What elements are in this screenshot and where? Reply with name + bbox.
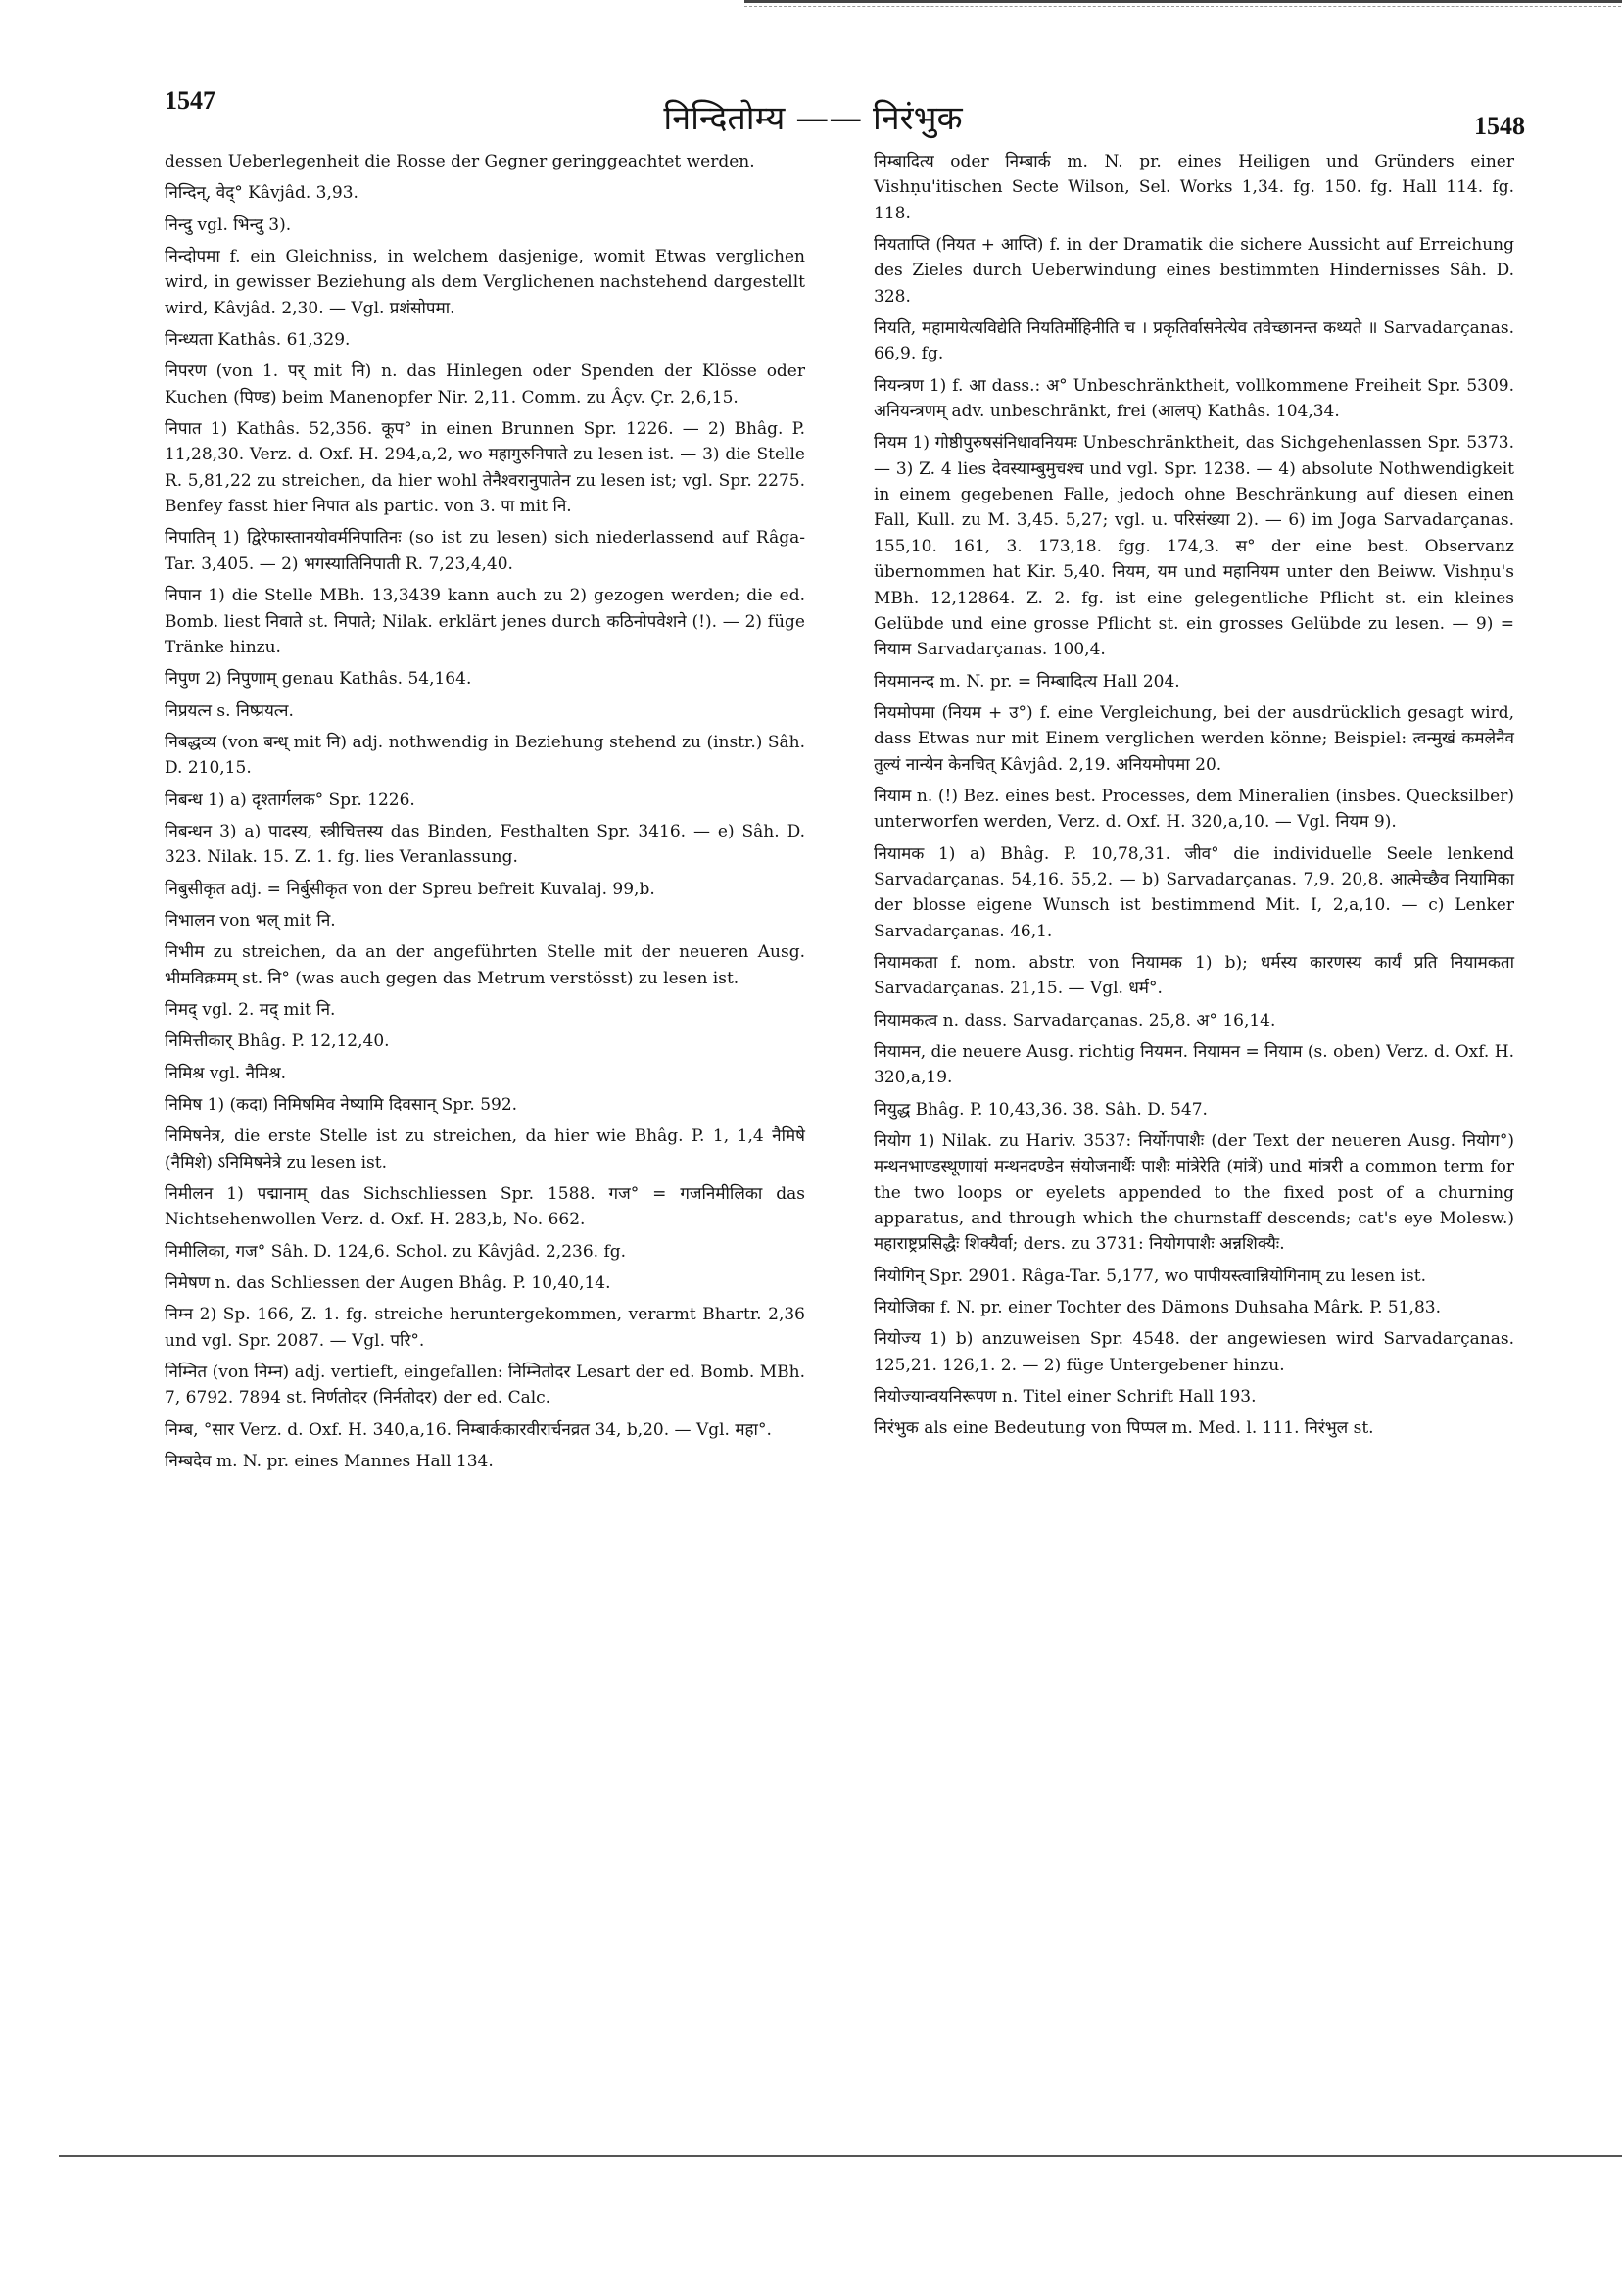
dictionary-entry: निम्बादित्य oder निम्बार्क m. N. pr. eines Heiligen und Gründers einer Vishṇu'itischen Secte Wilson, Sel. Works 1,34. fg. 150. fg. Hall 114. fg. 118. <box>874 152 1514 223</box>
dictionary-entry: नियम 1) गोष्ठीपुरुषसंनिधावनियमः Unbeschränktheit, das Sichgehenlassen Spr. 5373. — 3) Z. 4 lies देवस्याम्बुमुचश्च und vgl. Spr. 1238. — 4) absolute Nothwendigkeit in einem gegebenen Falle, jedoch ohne Beschränkung auf diesen einen Fall, Kull. zu M. 3,45. 5,27; vgl. u. परिसंख्या 2). — 6) im Joga Sarvadarçanas. 155,10. 161, 3. 173,18. fgg. 174,3. स° der eine best. Observanz übernommen hat Kir. 5,40. नियम, यम und महानियम unter den Beiww. Vishṇu's MBh. 12,12864. Z. 2. fg. ist eine gelegentliche Pflicht st. ein kleines Gelübde und eine grosse Pflicht st. ein grosses Gelübde zu lesen. — 9) = नियाम Sarvadarçanas. 100,4. <box>874 433 1514 660</box>
dictionary-entry: निमिषनेत्र, die erste Stelle ist zu streichen, da hier wie Bhâg. P. 1, 1,4 नैमिषे (नैमिशे) ऽनिमिषनेत्रे zu lesen ist. <box>165 1126 805 1172</box>
left-column <box>165 149 805 1480</box>
dictionary-entry: नियति, महामायेत्यविद्येति नियतिर्मोहिनीति च । प्रकृतिर्वासनेत्येव तवेच्छानन्त कथ्यते ॥ Sarvadarçanas. 66,9. fg. <box>874 318 1514 364</box>
page-header <box>0 0 1622 147</box>
page-number-right: 1548 <box>1474 112 1525 140</box>
dictionary-entry: नियामक 1) a) Bhâg. P. 10,78,31. जीव° die individuelle Seele lenkend Sarvadarçanas. 54,16. 55,2. — b) Sarvadarçanas. 7,9. 20,8. आत्मेच्छैव नियामिका der blosse eigene Wunsch ist bestimmend Mit. I, 2,a,10. — c) Lenker Sarvadarçanas. 46,1. <box>874 843 1514 941</box>
dictionary-entry: नियामन, die neuere Ausg. richtig नियमन. नियामन = नियाम (s. oben) Verz. d. Oxf. H. 320,a,19. <box>874 1042 1514 1088</box>
dictionary-entry: नियोज्यान्वयनिरूपण n. Titel einer Schrift Hall 193. <box>874 1387 1257 1408</box>
dictionary-entry: निम्बदेव m. N. pr. eines Mannes Hall 134. <box>165 1452 494 1472</box>
dictionary-entry: निपात 1) Kathâs. 52,356. कूप° in einen Brunnen Spr. 1226. — 2) Bhâg. P. 11,28,30. Verz. d. Oxf. H. 294,a,2, wo महागुरुनिपाते zu lesen ist. — 3) die Stelle R. 5,81,22 zu streichen, da hier wohl तेनैश्वरानुपातेन zu lesen ist; vgl. Spr. 2275. Benfey fasst hier निपात als partic. von 3. पा mit नि. <box>165 419 805 517</box>
dictionary-entry: निबद्धव्य (von बन्ध् mit नि) adj. nothwendig in Beziehung stehend zu (instr.) Sâh. D. 210,15. <box>165 732 805 779</box>
dictionary-entry: नियताप्ति (नियत + आप्ति) f. in der Dramatik die sichere Aussicht auf Erreichung des Zieles durch Ueberwindung eines bestimmten Hindernisses Sâh. D. 328. <box>874 235 1514 307</box>
dictionary-entry: निपरण (von 1. पर् mit नि) n. das Hinlegen oder Spenden der Klösse oder Kuchen (पिण्ड) beim Manenopfer Nir. 2,11. Comm. zu Âçv. Çr. 2,6,15. <box>165 361 805 407</box>
dictionary-entry: निन्दिन्, वेद्° Kâvjâd. 3,93. <box>165 183 358 204</box>
dictionary-entry: निमेषण n. das Schliessen der Augen Bhâg. P. 10,40,14. <box>165 1273 611 1294</box>
dictionary-entry: नियोज्य 1) b) anzuweisen Spr. 4548. der angewiesen wird Sarvadarçanas. 125,21. 126,1. 2. — 2) füge Untergebener hinzu. <box>874 1329 1514 1375</box>
dictionary-entry: निपान 1) die Stelle MBh. 13,3439 kann auch zu 2) gezogen werden; die ed. Bomb. liest निवाते st. निपाते; Nilak. erklärt jenes durch कठिनोपवेशने (!). — 2) füge Tränke hinzu. <box>165 586 805 657</box>
dictionary-entry: निपुण 2) निपुणाम् genau Kathâs. 54,164. <box>165 669 472 690</box>
dictionary-entry: निरंभुक als eine Bedeutung von पिप्पल m. Med. l. 111. निरंभुल st. <box>874 1418 1374 1439</box>
dictionary-entry: नियामकत्व n. dass. Sarvadarçanas. 25,8. अ° 16,14. <box>874 1010 1276 1030</box>
dictionary-entry: नियोगिन् Spr. 2901. Râga-Tar. 5,177, wo पापीयस्त्वान्नियोगिनाम् zu lesen ist. <box>874 1266 1426 1286</box>
dictionary-entry: निन्दु vgl. भिन्दु 3). <box>165 215 292 235</box>
dictionary-entry: नियामकता f. nom. abstr. von नियामक 1) b); धर्मस्य कारणस्य कार्यं प्रति नियामकता Sarvadarçanas. 21,15. — Vgl. धर्म°. <box>874 952 1514 999</box>
dictionary-entry: निमित्तीकार् Bhâg. P. 12,12,40. <box>165 1031 390 1052</box>
dictionary-entry: निम्नित (von निम्न) adj. vertieft, eingefallen: निम्नितोदर Lesart der ed. Bomb. MBh. 7, 6792. 7894 st. निर्णतोदर (निर्नतोदर) der ed. Calc. <box>165 1363 805 1409</box>
dictionary-entry: निभालन von भल् mit नि. <box>165 910 336 931</box>
dictionary-entry: निम्ब, °सार Verz. d. Oxf. H. 340,a,16. निम्बार्ककारवीरार्चनव्रत 34, b,20. — Vgl. महा°. <box>165 1419 772 1440</box>
right-column <box>874 149 1514 1448</box>
dictionary-entry: dessen Ueberlegenheit die Rosse der Gegner geringgeachtet werden. <box>165 152 755 171</box>
dictionary-entry: नियोग 1) Nilak. zu Hariv. 3537: निर्योगपाशैः (der Text der neueren Ausg. नियोग°) मन्थनभाण्डस्थूणायां मन्थनदण्डेन संयोजनार्थैः पाशैः मांत्रेरेति (मांत्रें) und मांत्ररी a common term for the two loops or eyelets appended to the fixed post of a churning apparatus, and through which the churnstaff descends; cat's eye Molesw.) महाराष्ट्रप्रसिद्धैः शिक्यैर्वा; ders. zu 3731: नियोगपाशैः अन्नशिक्यैः. <box>874 1131 1514 1255</box>
dictionary-entry: नियाम n. (!) Bez. eines best. Processes, dem Mineralien (insbes. Quecksilber) unterworfen werden, Verz. d. Oxf. H. 320,a,10. — Vgl. नियम 9). <box>874 786 1514 833</box>
dictionary-entry: निमिष 1) (कदा) निमिषमिव नेष्यामि दिवसान् Spr. 592. <box>165 1095 518 1115</box>
dictionary-entry: नियोजिका f. N. pr. einer Tochter des Dämons Duḥsaha Mârk. P. 51,83. <box>874 1298 1441 1318</box>
dictionary-entry: नियुद्ध Bhâg. P. 10,43,36. 38. Sâh. D. 547. <box>874 1099 1208 1120</box>
dictionary-entry: निबन्धन 3) a) पादस्य, स्त्रीचित्तस्य das Binden, Festhalten Spr. 3416. — e) Sâh. D. 323. Nilak. 15. Z. 1. fg. lies Veranlassung. <box>165 821 805 868</box>
dictionary-entry: निबन्ध 1) a) दृश्तार्गलक° Spr. 1226. <box>165 789 415 810</box>
dictionary-entry: निमीलिका, गज° Sâh. D. 124,6. Schol. zu Kâvjâd. 2,236. fg. <box>165 1241 627 1262</box>
dictionary-entry: नियमोपमा (नियम + उ°) f. eine Vergleichung, bei der ausdrücklich gesagt wird, dass Etwas nur mit Einem verglichen werden könne; Beispiel: त्वन्मुखं कमलेनैव तुल्यं नान्येन केनचित् Kâvjâd. 2,19. अनियमोपमा 20. <box>874 702 1514 775</box>
bottom-rule <box>59 2155 1622 2157</box>
dictionary-entry: निमीलन 1) पद्मानाम् das Sichschliessen Spr. 1588. गज° = गजनिमीलिका das Nichtsehenwollen Verz. d. Oxf. H. 283,b, No. 662. <box>165 1184 805 1230</box>
dictionary-entry: निन्दोपमा f. ein Gleichniss, in welchem dasjenige, womit Etwas verglichen wird, in gewisser Beziehung als dem Verglichenen nachstehend dargestellt wird, Kâvjâd. 2,30. — Vgl. प्रशंसोपमा. <box>165 247 805 318</box>
dictionary-entry: निबुसीकृत adj. = निर्बुसीकृत von der Spreu befreit Kuvalaj. 99,b. <box>165 879 655 899</box>
dictionary-entry: नियमानन्द m. N. pr. = निम्बादित्य Hall 204. <box>874 671 1180 692</box>
running-head: निन्दितोम्य —— निरंभुक <box>663 99 963 138</box>
dictionary-entry: निभीम zu streichen, da an der angeführten Stelle mit der neueren Ausg. भीमविक्रमम् st. नि° (was auch gegen das Metrum verstösst) zu lesen ist. <box>165 942 805 988</box>
dictionary-entry: निमिश्र vgl. नैमिश्र. <box>165 1063 287 1083</box>
dictionary-entry: निमद् vgl. 2. मद् mit नि. <box>165 999 336 1020</box>
dictionary-entry: निन्ध्यता Kathâs. 61,329. <box>165 330 351 351</box>
dictionary-entry: नियन्त्रण 1) f. आ dass.: अ° Unbeschränktheit, vollkommene Freiheit Spr. 5309. अनियन्त्रणम् adv. unbeschränkt, frei (आलप्) Kathâs. 104,34. <box>874 375 1514 422</box>
page-number-left: 1547 <box>165 86 215 115</box>
dictionary-entry: निप्रयत्न s. निष्प्रयत्न. <box>165 700 294 721</box>
dictionary-entry: निम्न 2) Sp. 166, Z. 1. fg. streiche heruntergekommen, verarmt Bhartr. 2,36 und vgl. Spr. 2087. — Vgl. परि°. <box>165 1305 805 1351</box>
dictionary-entry: निपातिन् 1) द्विरेफास्तानयोवर्मनिपातिनः (so ist zu lesen) sich niederlassend auf Râga-Tar. 3,405. — 2) भगस्यातिनिपाती R. 7,23,4,40. <box>165 528 805 574</box>
